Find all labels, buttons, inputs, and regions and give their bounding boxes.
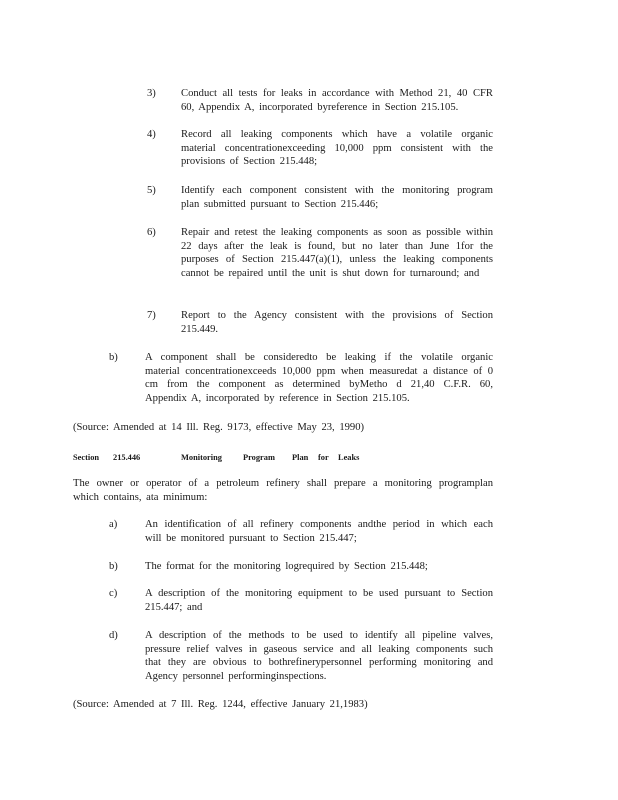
item-number: c) — [109, 588, 118, 599]
section-label: Section — [73, 453, 100, 462]
item-number: 3) — [147, 88, 156, 99]
item-text: A description of the monitoring equipment to be used pursuant to Section 215.447; and — [145, 588, 493, 613]
item-number: 6) — [147, 227, 156, 238]
item-text: Identify each component consistent with the monitoring program plan submitted pursuant to Section 215.446; — [181, 185, 493, 210]
item-number: 7) — [147, 310, 156, 321]
item-text: Repair and retest the leaking components as soon as possible within 22 days after the leak is found, but no later than June 1for the purposes of Section 215.447(a)(1), unless the leaking components cannot be repaired until the unit is shut down for turnaround; and — [181, 227, 493, 279]
source-note: (Source: Amended at 7 Ill. Reg. 1244, effective January 21,1983) — [73, 699, 368, 710]
item-text: A description of the methods to be used to identify all pipeline valves, pressure relief valves in gaseous service and all leaking components such that they are obvious to bothrefinerypersonnel performing monitoring and Agency personnel performinginspections. — [145, 630, 493, 682]
source-note: (Source: Amended at 14 Ill. Reg. 9173, effective May 23, 1990) — [73, 422, 365, 433]
section-heading — [0, 451, 618, 463]
section-title-word: Program — [243, 453, 275, 462]
item-text: The format for the monitoring logrequired by Section 215.448; — [145, 561, 428, 572]
item-number: 4) — [147, 129, 156, 140]
section-number: 215.446 — [113, 453, 141, 462]
item-text: Record all leaking components which have a volatile organic material concentrationexceeding 10,000 ppm consistent with the provisions of Section 215.448; — [181, 129, 493, 168]
intro-paragraph: The owner or operator of a petroleum refinery shall prepare a monitoring programplan which contains, ata minimum: — [73, 478, 493, 503]
section-title-word: Leaks — [338, 453, 360, 462]
section-title-word: for — [318, 453, 329, 462]
subsection-text: A component shall be consideredto be leaking if the volatile organic material concentrationexceeds 10,000 ppm when measuredat a distance of 0 cm from the component as determined byMetho d 21,40 C.F.R. 60, Appendix A, incorporated by reference in Section 215.105. — [145, 352, 493, 404]
section-title-word: Monitoring — [181, 453, 222, 462]
item-number: 5) — [147, 185, 156, 196]
item-text: Conduct all tests for leaks in accordance with Method 21, 40 CFR 60, Appendix A, incorporated byreference in Section 215.105. — [181, 88, 493, 113]
item-number: a) — [109, 519, 118, 530]
item-text: Report to the Agency consistent with the provisions of Section 215.449. — [181, 310, 493, 335]
item-text: An identification of all refinery components andthe period in which each will be monitored pursuant to Section 215.447; — [145, 519, 493, 544]
item-number: d) — [109, 630, 118, 641]
subsection-number: b) — [109, 352, 118, 363]
item-number: b) — [109, 561, 118, 572]
section-title-word: Plan — [292, 453, 309, 462]
